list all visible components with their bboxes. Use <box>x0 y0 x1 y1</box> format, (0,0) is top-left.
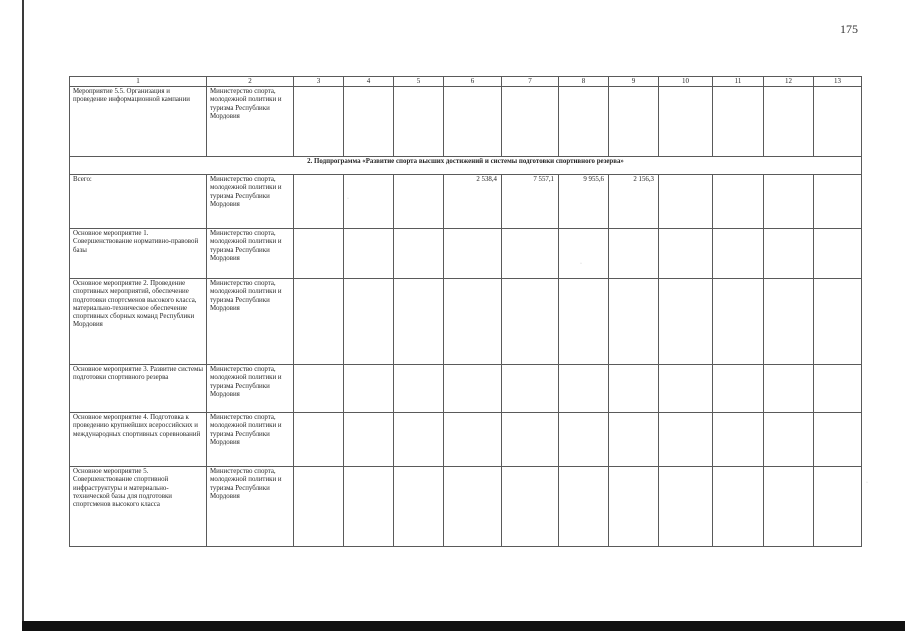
data-table <box>69 76 862 547</box>
column-number: 8 <box>559 77 609 87</box>
value-cell <box>294 175 344 229</box>
value-cell <box>294 87 344 157</box>
activity-name: Основное мероприятие 3. Развитие системы подготовки спортивного резерва <box>70 365 207 413</box>
value-cell <box>559 279 609 365</box>
activity-name: Основное мероприятие 1. Совершенствование нормативно-правовой базы <box>70 229 207 279</box>
executor: Министерство спорта, молодежной политики и туризма Республики Мордовия <box>207 279 294 365</box>
scan-bottom-edge <box>22 621 905 631</box>
scan-mark: · <box>866 480 868 486</box>
value-cell <box>444 413 502 467</box>
column-number: 13 <box>814 77 862 87</box>
value-cell <box>559 365 609 413</box>
value-cell <box>764 467 814 547</box>
value-cell <box>344 229 394 279</box>
value-cell <box>609 87 659 157</box>
value-cell <box>609 467 659 547</box>
value-cell <box>294 467 344 547</box>
value-cell <box>764 229 814 279</box>
value-cell <box>294 365 344 413</box>
value-cell: 2 156,3 <box>609 175 659 229</box>
scan-mark: · <box>347 196 349 202</box>
value-cell <box>659 279 713 365</box>
activity-name: Мероприятие 5.5. Организация и проведение информационной кампании <box>70 87 207 157</box>
table-row <box>70 175 862 229</box>
value-cell <box>814 413 862 467</box>
value-cell <box>814 87 862 157</box>
value-cell <box>444 467 502 547</box>
value-cell <box>713 365 764 413</box>
column-number: 12 <box>764 77 814 87</box>
value-cell <box>764 175 814 229</box>
value-cell <box>814 467 862 547</box>
page-number: 175 <box>840 22 858 36</box>
value-cell: 9 955,6 <box>559 175 609 229</box>
executor: Министерство спорта, молодежной политики и туризма Республики Мордовия <box>207 229 294 279</box>
value-cell <box>713 87 764 157</box>
value-cell <box>659 365 713 413</box>
column-number: 9 <box>609 77 659 87</box>
value-cell <box>344 87 394 157</box>
value-cell <box>814 279 862 365</box>
value-cell <box>609 365 659 413</box>
value-cell <box>814 365 862 413</box>
value-cell <box>713 229 764 279</box>
section-title: 2. Подпрограмма «Развитие спорта высших достижений и системы подготовки спортивного резерва» <box>70 157 862 175</box>
value-cell <box>344 279 394 365</box>
column-number: 1 <box>70 77 207 87</box>
value-cell <box>609 229 659 279</box>
value-cell: 2 538,4 <box>444 175 502 229</box>
value-cell <box>559 467 609 547</box>
value-cell <box>344 365 394 413</box>
value-cell <box>394 467 444 547</box>
value-cell <box>344 467 394 547</box>
table-row <box>70 467 862 547</box>
value-cell <box>294 229 344 279</box>
executor: Министерство спорта, молодежной политики и туризма Республики Мордовия <box>207 467 294 547</box>
value-cell <box>814 229 862 279</box>
value-cell <box>294 279 344 365</box>
table-body <box>70 77 862 547</box>
scan-mark: · <box>580 261 582 267</box>
value-cell <box>659 87 713 157</box>
value-cell <box>444 365 502 413</box>
value-cell <box>394 229 444 279</box>
section-row <box>70 157 862 175</box>
value-cell <box>394 87 444 157</box>
value-cell <box>444 279 502 365</box>
value-cell <box>609 413 659 467</box>
value-cell <box>659 175 713 229</box>
value-cell <box>502 467 559 547</box>
value-cell <box>609 279 659 365</box>
value-cell <box>394 279 444 365</box>
value-cell <box>659 467 713 547</box>
executor: Министерство спорта, молодежной политики и туризма Республики Мордовия <box>207 175 294 229</box>
column-number: 6 <box>444 77 502 87</box>
value-cell <box>444 87 502 157</box>
value-cell <box>559 413 609 467</box>
value-cell <box>394 365 444 413</box>
column-number: 10 <box>659 77 713 87</box>
activity-name: Основное мероприятие 4. Подготовка к проведению крупнейших всероссийских и международных спортивных соревнований <box>70 413 207 467</box>
value-cell <box>559 229 609 279</box>
value-cell <box>502 365 559 413</box>
column-number: 4 <box>344 77 394 87</box>
value-cell <box>814 175 862 229</box>
value-cell <box>502 87 559 157</box>
value-cell <box>764 279 814 365</box>
value-cell <box>659 413 713 467</box>
column-number: 2 <box>207 77 294 87</box>
value-cell <box>713 467 764 547</box>
activity-name: Всего: <box>70 175 207 229</box>
value-cell <box>344 175 394 229</box>
table-row <box>70 279 862 365</box>
value-cell <box>394 175 444 229</box>
executor: Министерство спорта, молодежной политики и туризма Республики Мордовия <box>207 413 294 467</box>
value-cell <box>713 413 764 467</box>
value-cell <box>294 413 344 467</box>
table-row <box>70 87 862 157</box>
activity-name: Основное мероприятие 2. Проведение спортивных мероприятий, обеспечение подготовки спортсменов высокого класса, материально-техническое обеспечение спортивных сборных команд Республики Мордовия <box>70 279 207 365</box>
table-row <box>70 413 862 467</box>
value-cell <box>444 229 502 279</box>
value-cell <box>502 229 559 279</box>
table-row <box>70 229 862 279</box>
value-cell <box>764 87 814 157</box>
value-cell <box>344 413 394 467</box>
value-cell: 7 557,1 <box>502 175 559 229</box>
column-number: 3 <box>294 77 344 87</box>
value-cell <box>659 229 713 279</box>
value-cell <box>713 279 764 365</box>
table-row <box>70 365 862 413</box>
executor: Министерство спорта, молодежной политики и туризма Республики Мордовия <box>207 365 294 413</box>
column-number: 11 <box>713 77 764 87</box>
value-cell <box>502 279 559 365</box>
executor: Министерство спорта, молодежной политики и туризма Республики Мордовия <box>207 87 294 157</box>
value-cell <box>764 365 814 413</box>
column-number: 7 <box>502 77 559 87</box>
value-cell <box>559 87 609 157</box>
column-number-header <box>70 77 862 87</box>
column-number: 5 <box>394 77 444 87</box>
value-cell <box>394 413 444 467</box>
value-cell <box>764 413 814 467</box>
page-left-edge <box>22 0 24 630</box>
value-cell <box>713 175 764 229</box>
activity-name: Основное мероприятие 5. Совершенствование спортивной инфраструктуры и материально-технической базы для подготовки спортсменов высокого класса <box>70 467 207 547</box>
value-cell <box>502 413 559 467</box>
